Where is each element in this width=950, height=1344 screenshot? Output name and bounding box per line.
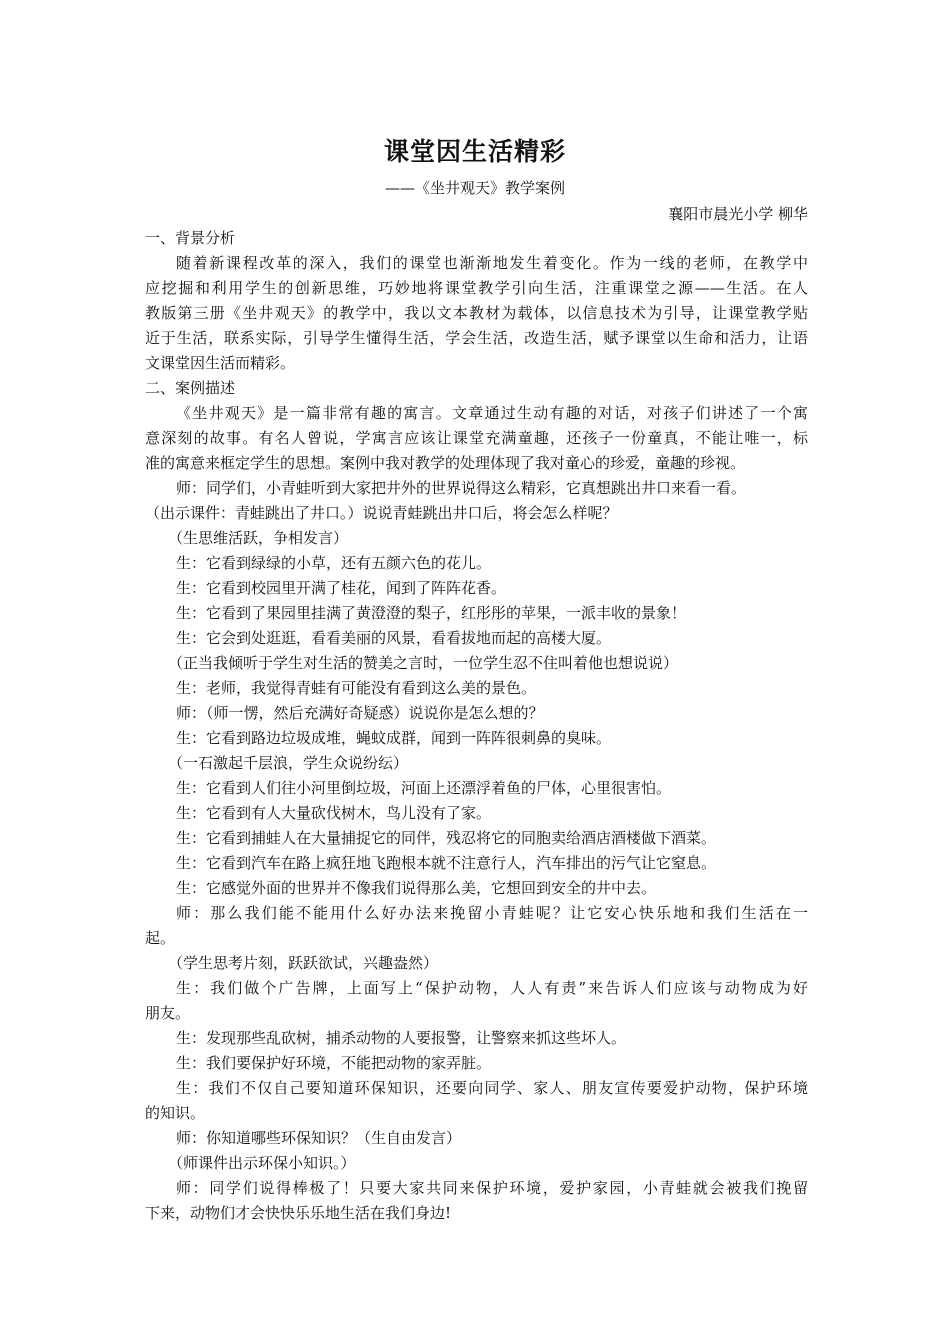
dialogue-line: 师：同学们，小青蛙听到大家把井外的世界说得这么精彩，它真想跳出井口来看一看。 <box>176 479 747 497</box>
dialogue-line: 生：它看到校园里开满了桂花，闻到了阵阵花香。 <box>176 579 507 597</box>
dialogue-line: 生：它感觉外面的世界并不像我们说得那么美，它想回到安全的井中去。 <box>176 879 657 897</box>
dialogue-line: 生：我们不仅自己要知道环保知识，还要向同学、家人、朋友宣传要爱护动物，保护环境 <box>176 1079 808 1097</box>
paragraph-line: 文课堂因生活而精彩。 <box>145 354 296 372</box>
author-line: 襄阳市晨光小学 柳华 <box>668 205 808 223</box>
dialogue-line: 生：它看到汽车在路上疯狂地飞跑根本就不注意行人，汽车排出的污气让它窒息。 <box>176 854 717 872</box>
paragraph-line: 意深刻的故事。有名人曾说，学寓言应该让课堂充满童趣，还孩子一份童真，不能让唯一，标 <box>145 429 808 447</box>
page-title: 课堂因生活精彩 <box>383 137 566 166</box>
dialogue-line: 生：它看到有人大量砍伐树木，鸟儿没有了家。 <box>176 804 492 822</box>
paragraph-line: 随着新课程改革的深入，我们的课堂也渐渐地发生着变化。作为一线的老师，在教学中 <box>176 254 808 272</box>
paragraph-line: 近于生活，联系实际，引导学生懂得生活，学会生活，改造生活，赋予课堂以生命和活力，让语 <box>145 329 808 347</box>
dialogue-line: 下来，动物们才会快快乐乐地生活在我们身边! <box>145 1204 452 1222</box>
dialogue-line: 起。 <box>145 929 176 947</box>
dialogue-line: 朋友。 <box>145 1004 191 1022</box>
dialogue-line: 生：它看到路边垃圾成堆，蝇蚊成群，闻到一阵阵很刺鼻的臭味。 <box>176 729 612 747</box>
dialogue-line: 生：老师，我觉得青蛙有可能没有看到这么美的景色。 <box>176 679 537 697</box>
paragraph-line: 准的寓意来框定学生的思想。案例中我对教学的处理体现了我对童心的珍爱，童趣的珍视。 <box>145 454 746 472</box>
section-heading: 一、背景分析 <box>145 229 236 247</box>
document-body <box>145 226 808 1226</box>
dialogue-line: （一石激起千层浪，学生众说纷纭） <box>168 754 409 772</box>
dialogue-line: 生：我们要保护好环境，不能把动物的家弄脏。 <box>176 1054 492 1072</box>
dialogue-line: （生思维活跃，争相发言） <box>168 529 349 547</box>
dialogue-line: 师：同学们说得棒极了！只要大家共同来保护环境，爱护家园，小青蛙就会被我们挽留 <box>176 1179 808 1197</box>
section-heading: 二、案例描述 <box>145 379 236 397</box>
page-subtitle: ——《坐井观天》教学案例 <box>384 179 565 197</box>
dialogue-line: 的知识。 <box>145 1104 206 1122</box>
dialogue-line: 师：你知道哪些环保知识？（生自由发言） <box>176 1129 462 1147</box>
dialogue-line: （正当我倾听于学生对生活的赞美之言时，一位学生忍不住叫着他也想说说） <box>168 654 679 672</box>
dialogue-line: 生：它看到捕蛙人在大量捕捉它的同伴，残忍将它的同胞卖给酒店酒楼做下酒菜。 <box>176 829 717 847</box>
dialogue-line: 生：它看到了果园里挂满了黄澄澄的梨子，红彤彤的苹果，一派丰收的景象！ <box>176 604 687 622</box>
paragraph-line: 应挖掘和利用学生的创新思维，巧妙地将课堂教学引向生活，注重课堂之源——生活。在人 <box>145 279 808 297</box>
paragraph-line: 教版第三册《坐井观天》的教学中，我以文本教材为载体，以信息技术为引导，让课堂教学贴 <box>145 304 808 322</box>
dialogue-line: （师课件出示环保小知识。） <box>168 1154 356 1172</box>
dialogue-line: 师：（师一愣，然后充满好奇疑惑）说说你是怎么想的？ <box>176 704 544 722</box>
dialogue-line: 生：它会到处逛逛，看看美丽的风景，看看拔地而起的高楼大厦。 <box>176 629 612 647</box>
dialogue-line: 生：它看到绿绿的小草，还有五颜六色的花儿。 <box>176 554 492 572</box>
dialogue-line: （出示课件：青蛙跳出了井口。）说说青蛙跳出井口后，将会怎么样呢？ <box>145 504 618 522</box>
paragraph-line: 《坐井观天》是一篇非常有趣的寓言。文章通过生动有趣的对话，对孩子们讲述了一个寓 <box>176 404 808 422</box>
dialogue-line: 师：那么我们能不能用什么好办法来挽留小青蛙呢？让它安心快乐地和我们生活在一 <box>176 904 808 922</box>
dialogue-line: 生：我们做个广告牌，上面写上“保护动物，人人有责”来告诉人们应该与动物成为好 <box>176 979 808 997</box>
dialogue-line: （学生思考片刻，跃跃欲试，兴趣盎然） <box>168 954 439 972</box>
dialogue-line: 生：发现那些乱砍树，捕杀动物的人要报警，让警察来抓这些坏人。 <box>176 1029 627 1047</box>
dialogue-line: 生：它看到人们往小河里倒垃圾，河面上还漂浮着鱼的尸体，心里很害怕。 <box>176 779 672 797</box>
